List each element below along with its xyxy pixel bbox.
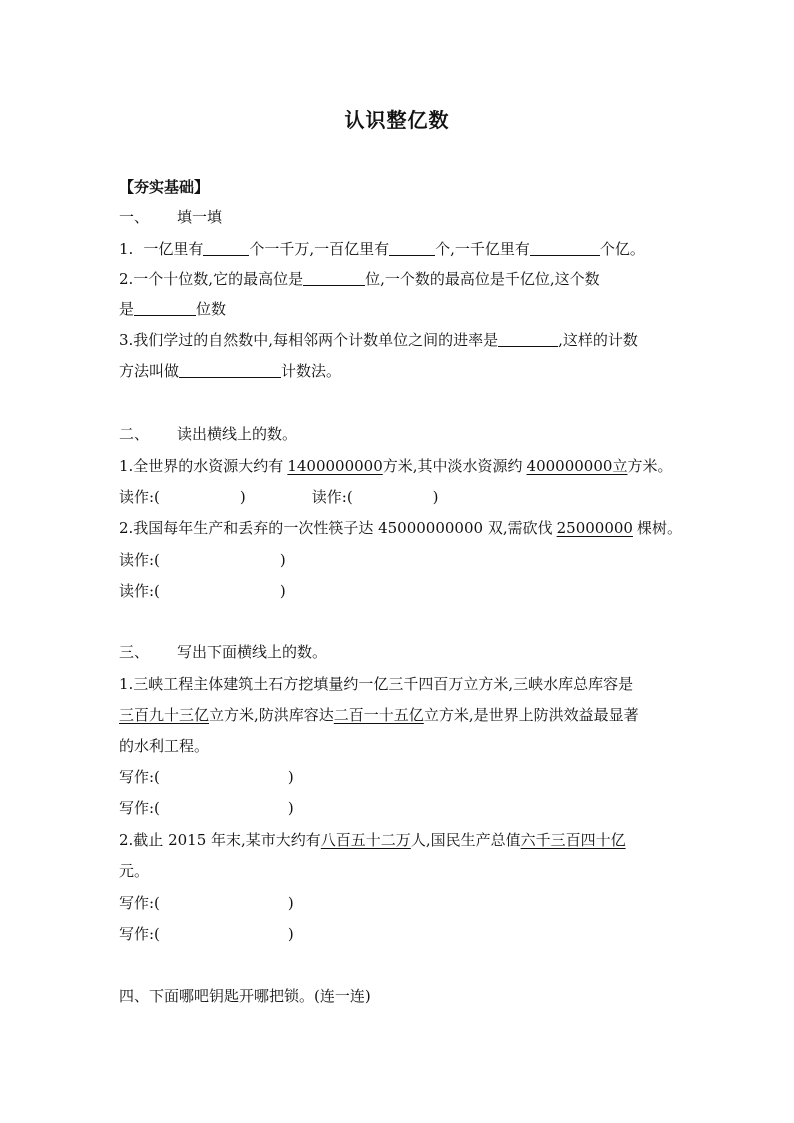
- write-answer-row-2: 写作:( ): [119, 799, 294, 817]
- answer-blank[interactable]: [530, 239, 600, 256]
- read-answer-row-3: 读作:( ): [119, 582, 286, 600]
- question-2-2: 2.我国每年生产和丢弃的一次性筷子达 45000000000 双,需砍伐 25000000 棵树。: [119, 519, 682, 537]
- question-1-1: 1. 一亿里有 个一千万,一百亿里有 个,一千亿里有 个亿。: [119, 240, 645, 258]
- section-1-number: 一、: [119, 208, 150, 226]
- section-2-number: 二、: [119, 425, 150, 443]
- section-1-title: 填一填: [177, 208, 223, 226]
- question-2-1: 1.全世界的水资源大约有 1400000000方米,其中淡水资源约 400000000立方米。: [119, 457, 673, 475]
- underlined-number: 1400000000: [287, 457, 383, 475]
- question-3-2-end: 元。: [119, 862, 150, 880]
- answer-blank[interactable]: [303, 269, 365, 286]
- section-4-heading: 四、下面哪吧钥匙开哪把锁。(连一连): [119, 987, 371, 1005]
- answer-blank[interactable]: [179, 361, 281, 378]
- underlined-number: 三百九十三亿: [119, 706, 210, 724]
- underlined-number: 25000000: [556, 519, 633, 537]
- section-2-title: 读出横线上的数。: [177, 425, 298, 443]
- answer-blank[interactable]: [498, 330, 558, 347]
- question-3-2: 2.截止 2015 年末,某市大约有八百五十二万人,国民生产总值六千三百四十亿: [119, 831, 626, 849]
- write-answer-row-3: 写作:( ): [119, 894, 294, 912]
- underlined-number: 六千三百四十亿: [520, 831, 626, 849]
- underlined-number: 400000000: [526, 457, 613, 475]
- write-answer-row-1: 写作:( ): [119, 768, 294, 786]
- page-title: 认识整亿数: [344, 108, 450, 132]
- question-1-2: 2.一个十位数,它的最高位是 位,一个数的最高位是千亿位,这个数: [119, 270, 600, 288]
- section-3-number: 三、: [119, 643, 150, 661]
- read-answer-row-2: 读作:( ): [119, 551, 286, 569]
- section-3-title: 写出下面横线上的数。: [177, 643, 328, 661]
- write-answer-row-4: 写作:( ): [119, 925, 294, 943]
- question-3-1-end: 的水利工程。: [119, 737, 210, 755]
- section-3-heading: [119, 641, 327, 663]
- section-2-heading: [119, 423, 297, 445]
- underlined-number: 八百五十二万: [320, 831, 411, 849]
- question-3-1: 1.三峡工程主体建筑土石方挖填量约一亿三千四百万立方米,三峡水库总库容是: [119, 675, 634, 693]
- question-1-3: 3.我们学过的自然数中,每相邻两个计数单位之间的进率是 ,这样的计数: [119, 331, 638, 349]
- read-answer-row-1: 读作:( ) 读作:( ): [119, 488, 439, 506]
- answer-blank[interactable]: [203, 239, 249, 256]
- question-3-1-cont: 三百九十三亿立方米,防洪库容达二百一十五亿立方米,是世界上防洪效益最显著: [119, 706, 639, 724]
- answer-blank[interactable]: [134, 299, 196, 316]
- question-1-3-cont: 方法叫做 计数法。: [119, 362, 342, 380]
- section-1-heading: [119, 206, 222, 228]
- section-basic-label: 【夯实基础】: [119, 178, 210, 196]
- underlined-number: 二百一十五亿: [333, 706, 424, 724]
- answer-blank[interactable]: [389, 239, 435, 256]
- question-1-2-cont: 是 位数: [119, 300, 227, 318]
